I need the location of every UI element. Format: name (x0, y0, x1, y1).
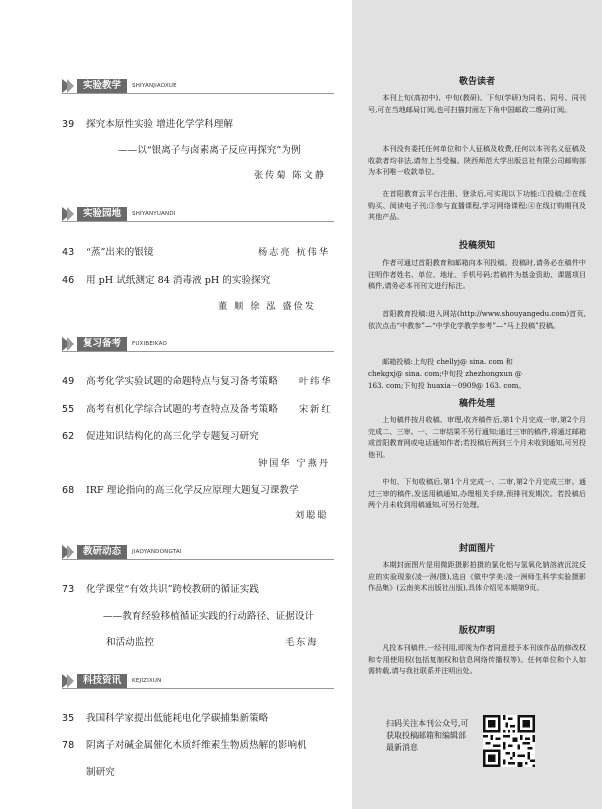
entry-title[interactable]: 用 pH 试纸测定 84 消毒液 pH 的实验探究 (86, 275, 271, 286)
entry-title[interactable]: 化学课堂“有效共识”跨校教研的循证实践 (86, 584, 259, 595)
section-header (62, 674, 161, 688)
entry-authors: 杨志亮 杭伟华 (258, 247, 331, 258)
notice-paragraph: 本刊上旬(高初中)、中旬(教研)、下旬(学研)为同名、同号、同刊号,可在当地邮局订阅,也可扫描封面左下角中国邮政二维码订阅。 (368, 93, 586, 114)
section-marker-icon (67, 674, 74, 688)
notice-paragraph: 本刊没有委托任何单位和个人征稿及收费,任何以本刊名义征稿及收款者均非法,请勿上当受骗。陕西师范大学出版总社有限公司邮购部为本刊唯一收款单位。 (368, 144, 586, 176)
entry-subtitle: 制研究 (86, 767, 115, 778)
entry-authors: 宋新红 (299, 404, 333, 415)
notice-heading: 敬告读者 (458, 77, 495, 87)
entry-title[interactable]: 促进知识结构化的高三化学专题复习研究 (86, 431, 259, 442)
section-label: 教研动态 (77, 545, 127, 559)
section-label: 实验教学 (77, 79, 127, 93)
entry-authors: 毛东海 (285, 637, 319, 648)
notice-heading: 封面图片 (458, 544, 495, 554)
section-marker-icon (67, 337, 74, 351)
section-label: 实验园地 (77, 207, 127, 221)
entry-page[interactable]: 78 (62, 740, 75, 751)
entry-title[interactable]: 高考有机化学综合试题的考查特点及备考策略 (86, 404, 278, 415)
notice-paragraph: 上旬稿件按月收稿、审理,收齐稿件后,第1个月完成一审,第2个月完成二、三审。一、二审结果不另行通知;通过三审的稿件,将通过邮箱或首阳教育网或电话通知作者;若投稿后两到三个月未收到通知,可另投他刊。 (368, 415, 586, 459)
section-label: 科技资讯 (77, 674, 127, 688)
entry-page[interactable]: 62 (62, 431, 75, 442)
section-label: 复习备考 (77, 337, 127, 351)
section-pinyin: SHIYANYUANDI (132, 211, 176, 217)
entry-page[interactable]: 39 (62, 119, 75, 130)
entry-page[interactable]: 73 (62, 584, 75, 595)
section-pinyin: SHIYANJIAOXUE (132, 83, 177, 89)
section-marker-icon (67, 207, 74, 221)
section-header (62, 337, 167, 351)
notice-heading: 投稿须知 (458, 241, 495, 251)
section-rule (62, 688, 334, 689)
notice-paragraph: 本期封面图片是用微距摄影拍摄的氯化铝与氢氧化钠溶液沉淀反应的实验现象(凌一洲/摄),选自《做中学美:凌一洲师生科学实验摄影作品集》(云南美术出版社出版),具体介绍见本期第9页。 (368, 560, 586, 592)
entry-page[interactable]: 49 (62, 376, 75, 387)
entry-authors: 董 顺 徐 泓 盛俭发 (218, 301, 316, 312)
entry-page[interactable]: 68 (62, 485, 75, 496)
notice-heading: 版权声明 (458, 626, 495, 636)
qr-code-icon[interactable] (483, 715, 535, 767)
section-marker-icon (67, 545, 74, 559)
section-pinyin: KEJIZIXUN (132, 678, 162, 684)
section-pinyin: FUXIBEIKAO (132, 341, 167, 347)
entry-title[interactable]: 高考化学实验试题的命题特点与复习备考策略 (86, 376, 278, 387)
notice-paragraph: 在首阳教育云平台注册、登录后,可实现以下功能:①投稿;②在线购买、阅读电子刊;③参与直播课程,学习网络课程;④在线订购期刊及其他产品。 (368, 189, 586, 221)
section-rule (62, 93, 334, 94)
notice-paragraph: 凡投本刊稿件,一经刊用,即视为作者同意授予本刊该作品的修改权和专用使用权(包括复制权和信息网络传播权等)。任何单位和个人如需转载,请与我社联系并注明出处。 (368, 643, 586, 675)
entry-authors: 刘聪聪 (295, 510, 329, 521)
section-pinyin: JIAOYANDONGTAI (132, 549, 182, 555)
entry-page[interactable]: 46 (62, 275, 75, 286)
section-rule (62, 559, 334, 560)
section-header (62, 79, 177, 93)
qr-caption: 扫码关注本刊公众号,可获取投稿邮箱和编辑部最新消息 (386, 719, 469, 752)
entry-title[interactable]: IRF 理论指向的高三化学反应原理大题复习课教学 (86, 485, 299, 496)
entry-page[interactable]: 43 (62, 247, 75, 258)
notice-paragraph: 163. com;下旬投 huaxia－0909@ 163. com。 (368, 381, 526, 390)
entry-title[interactable]: “蒸”出来的银镜 (86, 247, 154, 258)
section-rule (62, 221, 334, 222)
entry-subtitle: ——以“银离子与卤素离子反应再探究”为例 (118, 145, 301, 156)
entry-subtitle: ——教育经验移植循证实践的行动路径、证据设计 (103, 611, 315, 622)
entry-authors: 叶纬华 (299, 376, 333, 387)
notice-paragraph: 作者可通过首阳教育和邮箱向本刊投稿。投稿时,请务必在稿件中注明作者姓名、单位、地址、手机号码;若稿件为基金资助、课题项目稿件,请务必本刊刊文进行标注。 (368, 258, 586, 290)
section-header (62, 207, 176, 221)
entry-title[interactable]: 我国科学家提出低能耗电化学碳捕集新策略 (86, 713, 269, 724)
entry-authors: 钟国华 宁燕丹 (258, 458, 331, 469)
entry-page[interactable]: 55 (62, 404, 75, 415)
section-marker-icon (67, 79, 74, 93)
notice-heading: 稿件处理 (458, 399, 495, 409)
notice-paragraph: 中旬、下旬收稿后,第1个月完成一、二审,第2个月完成三审。通过三审的稿件,发送用稿通知,办理相关手续,预排刊发期次。若投稿后两个月未收到用稿通知,可另行处理。 (368, 477, 586, 509)
entry-title[interactable]: 阴离子对碱金属催化木质纤维素生物质热解的影响机 (86, 740, 307, 751)
entry-authors: 张传菊 陈文静 (254, 170, 327, 181)
notice-paragraph: chekgxj@ sina. com;中旬投 zhezhongxun @ (368, 369, 522, 378)
notice-paragraph: 邮箱投稿:上旬投 chellyj@ sina. com 和 (382, 357, 513, 366)
entry-subtitle: 和活动监控 (106, 637, 154, 648)
notice-paragraph: 首阳教育投稿:进入网站(http://www.shouyangedu.com)首页,依次点击“中教参”—“中学化学教学参考”—“马上投稿”投稿。 (368, 309, 586, 330)
entry-page[interactable]: 35 (62, 713, 75, 724)
entry-title[interactable]: 探究本原性实验 增进化学学科理解 (86, 119, 233, 130)
section-rule (62, 351, 334, 352)
section-header (62, 545, 182, 559)
